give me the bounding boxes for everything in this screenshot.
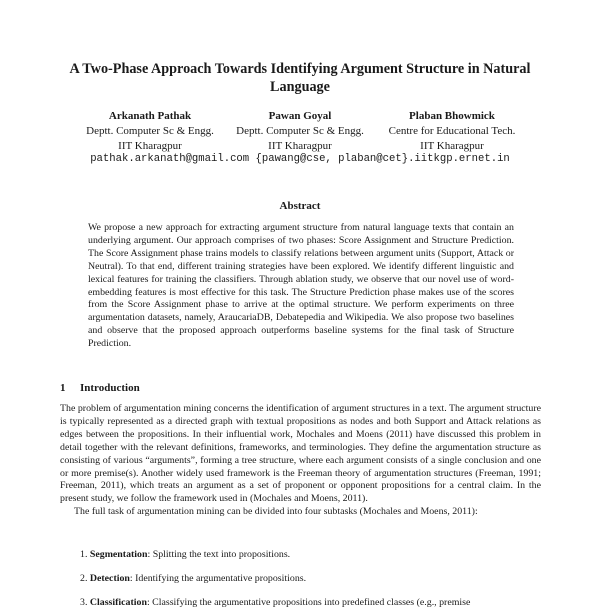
paragraph: The full task of argumentation mining can be divided into four subtasks (Mochales and Moens, 2011): xyxy=(74,506,478,518)
author-name: Plaban Bhowmick xyxy=(409,110,495,122)
abstract-heading: Abstract xyxy=(279,200,321,212)
author-affiliation: Deptt. Computer Sc & Engg. xyxy=(236,125,364,137)
list-marker: 1. xyxy=(80,549,88,560)
paper-title: A Two-Phase Approach Towards Identifying Argument Structure in Natural Language xyxy=(69,61,531,95)
author-name: Arkanath Pathak xyxy=(108,110,192,122)
author-3 xyxy=(372,109,532,154)
author-affiliation: Centre for Educational Tech. xyxy=(388,125,516,137)
list-text: : Identifying the argumentative propositions. xyxy=(129,573,307,584)
author-institution: IIT Kharagpur xyxy=(118,140,182,152)
section-heading xyxy=(60,382,140,394)
list-marker: 2. xyxy=(80,573,88,584)
list-term: Segmentation xyxy=(89,549,148,560)
author-2 xyxy=(222,109,378,154)
abstract-text: We propose a new approach for extracting argument structure from natural language texts that contain an underlying argument. Our approach comprises of two phases: Score Assignment and Structure Prediction. The Score Assignment phase trains models to classify relations between argument units (Support, Attack or Neutral). To that end, different training strategies have been explored. We identify different linguistic and lexical features for training the classifiers. Through ablation study, we observe that our novel use of word-embedding features is most effective for this task. The Structure Prediction phase makes use of the scores from the Score Assignment phase to arrive at the optimal structure. We perform experiments on three argumentation datasets, namely, AraucariaDB, Debatepedia and Wikipedia. We also propose two baselines and observe that the proposed approach outperforms baseline systems for the final task of Structure Prediction. xyxy=(88,222,514,350)
list-item xyxy=(80,549,290,562)
list-marker: 3. xyxy=(80,597,88,608)
list-text: : Splitting the text into propositions. xyxy=(147,549,291,560)
paragraph: The problem of argumentation mining concerns the identification of argument structures in a text. The argument structure is typically represented as a directed graph with textual propositions as nodes and both Support and Attack relations as edges between the propositions. In their influential work, Mochales and Moens (2011) have discussed this problem in detail together with the relevant definitions, frameworks, and terminologies. They define the argumentation structure as consisting of various “arguments”, forming a tree structure, where each argument consists of a single conclusion and one or more premise(s). Another widely used framework is the Freeman theory of argumentation structures (Freeman, 1991; Freeman, 2011), which treats an argument as a set of proponent or opponent propositions for a central claim. In the present study, we follow the framework used in (Mochales and Moens, 2011). xyxy=(60,403,541,505)
introduction-body xyxy=(60,403,541,519)
list-item xyxy=(80,597,470,610)
author-affiliation: Deptt. Computer Sc & Engg. xyxy=(86,125,214,137)
section-title: Introduction xyxy=(80,382,140,394)
author-name: Pawan Goyal xyxy=(268,110,332,122)
author-1 xyxy=(70,109,230,154)
author-institution: IIT Kharagpur xyxy=(268,140,332,152)
list-term: Detection xyxy=(89,573,130,584)
section-number: 1 xyxy=(60,382,66,394)
list-item xyxy=(80,573,306,586)
list-term: Classification xyxy=(89,597,147,608)
author-emails: pathak.arkanath@gmail.com {pawang@cse, plaban@cet}.iitkgp.ernet.in xyxy=(90,153,510,165)
author-institution: IIT Kharagpur xyxy=(420,140,484,152)
list-text: : Classifying the argumentative propositions into predefined classes (e.g., premise xyxy=(146,597,471,608)
